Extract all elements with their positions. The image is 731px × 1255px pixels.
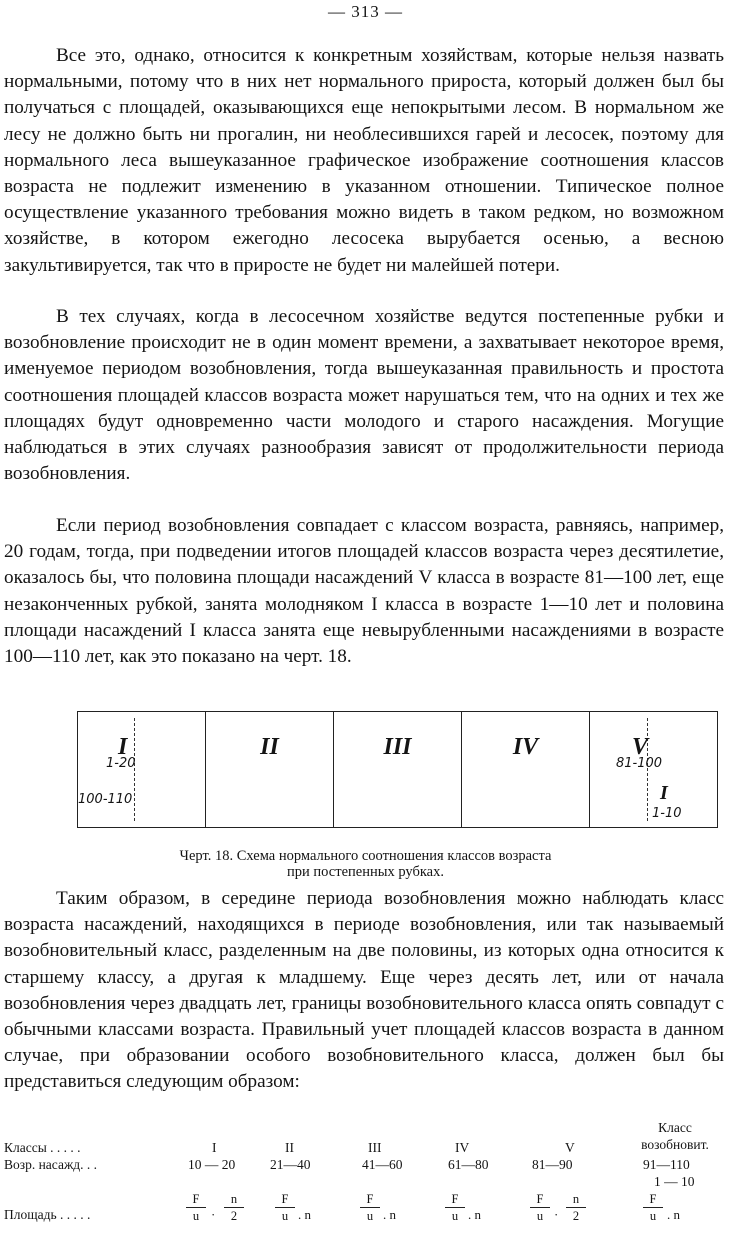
diagram-cell-class-3	[334, 712, 462, 827]
diagram-class-label: I	[118, 734, 128, 760]
table-cell: 1 — 10	[654, 1174, 695, 1189]
area-multiplier: . n	[383, 1207, 396, 1222]
table-cell: III	[368, 1140, 382, 1155]
table-cell: V	[565, 1140, 575, 1155]
age-class-diagram	[77, 711, 718, 828]
table-cell: 61—80	[448, 1157, 489, 1172]
area-multiplier: . n	[468, 1207, 481, 1222]
figure-caption: при постепенных рубках.	[287, 864, 444, 880]
table-row-label: Классы . . . . .	[4, 1140, 81, 1155]
table-cell: IV	[455, 1140, 470, 1155]
diagram-cell-class-4	[462, 712, 590, 827]
diagram-class-label: V	[632, 734, 649, 760]
area-fraction: F u	[445, 1192, 465, 1223]
paragraph-1: Все это, однако, относится к конкретным хозяйствам, которые нельзя назвать нормальными, потому что в них нет нормального прироста, который должен был бы получаться с площадей, оказывающихся еще непокрытыми лесом. В нормальном же лесу не должно быть ни прогалин, ни необлесившихся гарей и лесосек, поэтому для нормального леса вышеуказанное графическое изображение соотношения классов возраста не подлежит изменению в указанном отношении. Типическое полное осуществление указанного требования можно видеть в таком редком, но возможном хозяйстве, в котором ежегодно лесосека вырубается осенью, а весною закультивируется, так что в приросте не будет ни малейшей потери.	[4, 45, 724, 276]
table-cell: II	[285, 1140, 294, 1155]
table-cell: 21—40	[270, 1157, 311, 1172]
diagram-cell-class-1	[78, 712, 206, 827]
half-fraction: n 2	[224, 1192, 244, 1223]
area-fraction: F u	[275, 1192, 295, 1223]
table-header: Класс	[658, 1120, 692, 1135]
figure-caption: Черт. 18. Схема нормального соотношения классов возраста	[179, 848, 552, 864]
table-cell: 41—60	[362, 1157, 403, 1172]
half-fraction: n 2	[566, 1192, 586, 1223]
table-row-label: Возр. насажд. . .	[4, 1157, 98, 1172]
area-fraction: F u	[360, 1192, 380, 1223]
area-fraction: F u	[186, 1192, 206, 1223]
diagram-age-label: 1-20	[106, 756, 136, 771]
diagram-class-label: II	[260, 734, 279, 760]
diagram-class-label: IV	[512, 734, 539, 760]
diagram-age-label: 81-100	[616, 756, 663, 771]
diagram-class-label: III	[383, 734, 412, 760]
table-cell: 81—90	[532, 1157, 573, 1172]
diagram-age-label: 100-110	[78, 792, 133, 807]
diagram-cell-class-2	[206, 712, 334, 827]
diagram-age-label: 1-10	[652, 806, 682, 821]
table-header: возобновит.	[641, 1137, 709, 1152]
area-fraction: F u	[643, 1192, 663, 1223]
page-number: — 313 —	[328, 2, 403, 21]
table-cell: I	[212, 1140, 217, 1155]
area-multiplier: . n	[667, 1207, 680, 1222]
diagram-cell-class-5	[590, 712, 717, 827]
area-fraction: F u	[530, 1192, 550, 1223]
table-row-label: Площадь . . . . .	[4, 1207, 91, 1222]
paragraph-2: В тех случаях, когда в лесосечном хозяйстве ведутся постепенные рубки и возобновление происходит не в один момент времени, а захватывает некоторое время, именуемое периодом возобновления, тогда вышеуказанная правильность и простота соотношения площадей классов возраста может нарушаться тем, что на одних и тех же площадях будут одновременно части молодого и старого насаждения. Могущие наблюдаться в этих случаях разнообразия зависят от продолжительности периода возобновления.	[4, 306, 724, 485]
table-cell: 10 — 20	[188, 1157, 236, 1172]
area-multiplier: . n	[298, 1207, 311, 1222]
paragraph-3: Если период возобновления совпадает с классом возраста, равняясь, например, 20 годам, тогда, при подведении итогов площадей классов возраста через десятилетие, оказалось бы, что половина площади насаждений V класса в возрасте 81—100 лет, еще незаконченных рубкой, занята молодняком I класса в возрасте 1—10 лет и половина площади насаждений I класса занята еще невырубленными насаждениями в возрасте 100—110 лет, как это показано на черт. 18.	[4, 515, 724, 668]
diagram-class-label: I	[660, 782, 668, 804]
paragraph-4: Таким образом, в середине периода возобновления можно наблюдать класс возраста насаждений, находящихся в периоде возобновления, или так называемый возобновительный класс, разделенным на две половины, из которых одна относится к старшему классу, а другая к младшему. Еще через десять лет, или от начала возобновления через двадцать лет, границы возобновительного класса опять совпадут с обычными классами возраста. Правильный учет площадей классов возраста в данном случае, при образовании особого возобновительного класса, должен был бы представиться следующим образом:	[4, 888, 724, 1093]
table-cell: 91—110	[643, 1157, 690, 1172]
